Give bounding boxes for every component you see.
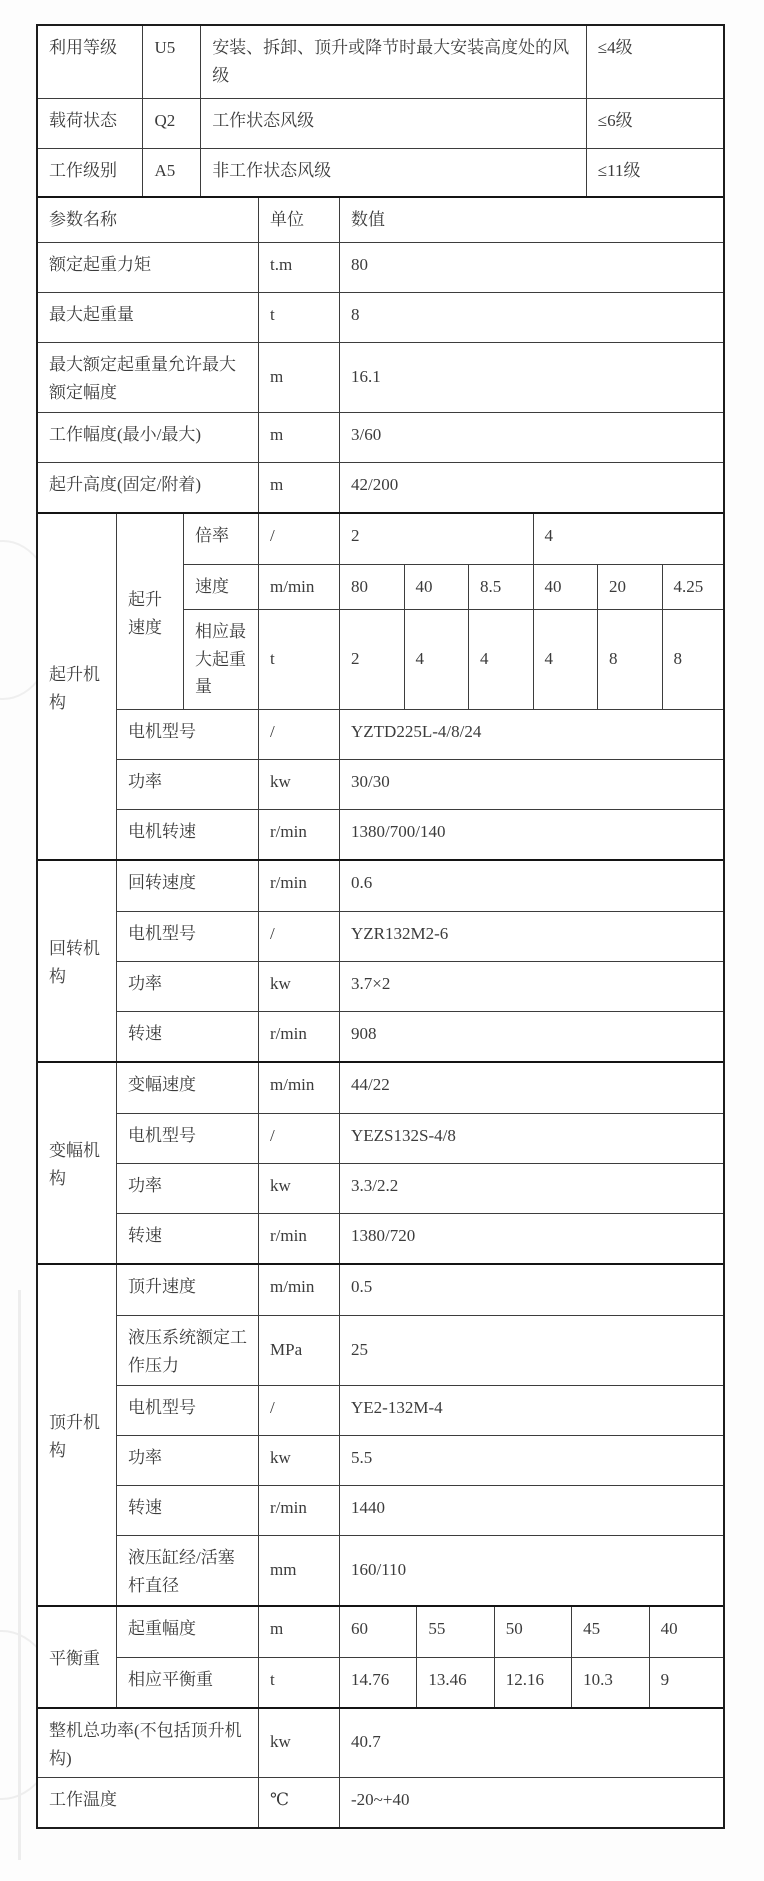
class-code-cell: Q2 [143, 99, 201, 148]
unit-cell: kw [259, 1436, 340, 1485]
value-cell: 4 [534, 610, 599, 709]
table-row [38, 342, 723, 412]
value-cell: 50 [495, 1607, 572, 1657]
value-cell: 0.5 [351, 1277, 373, 1296]
value-cell: 16.1 [351, 366, 381, 386]
value-cell: 4.25 [673, 577, 704, 596]
unit-cell: r/min [259, 1012, 340, 1061]
group-label-cell: 回转机构 [38, 861, 117, 1061]
class-desc-cell: 工作状态风级 [201, 99, 587, 148]
value-cell: 20 [598, 565, 663, 609]
luffing-section [38, 1061, 723, 1263]
value-cell: 3.7×2 [351, 974, 391, 993]
unit-cell: r/min [259, 1486, 340, 1535]
group-label-cell: 平衡重 [38, 1607, 117, 1707]
value-cell: 13.46 [417, 1658, 494, 1707]
class-limit-cell: ≤4级 [597, 38, 633, 57]
table-row-work-class [38, 148, 723, 196]
value-cell: YEZS132S-4/8 [351, 1126, 456, 1145]
hoist-section [38, 512, 723, 859]
value-cell: YZTD225L-4/8/24 [351, 722, 482, 741]
param-label-cell: 最大起重量 [38, 293, 259, 342]
value-cell: 1440 [351, 1498, 385, 1517]
param-label-cell: 功率 [117, 1436, 259, 1485]
unit-cell: / [259, 1386, 340, 1435]
table-row [117, 1435, 723, 1485]
unit-cell: t [259, 293, 340, 342]
table-row-ratio [184, 514, 723, 564]
table-row [117, 1113, 723, 1163]
slewing-section [38, 859, 723, 1061]
unit-cell: kw [259, 1709, 340, 1777]
param-label-cell: 起升高度(固定/附着) [38, 463, 259, 512]
param-label-cell: 工作温度 [38, 1778, 259, 1827]
table-row [117, 709, 723, 759]
unit-cell: t [259, 610, 340, 709]
unit-cell: r/min [259, 861, 340, 911]
param-label-cell: 功率 [117, 962, 259, 1011]
value-cell: 4 [544, 526, 553, 545]
table-row [117, 1535, 723, 1605]
unit-cell: m [259, 1607, 340, 1657]
value-cell: 8 [598, 610, 663, 709]
value-cell: 3/60 [351, 425, 382, 444]
unit-cell: r/min [259, 1214, 340, 1263]
value-cell: 5.5 [351, 1448, 373, 1467]
value-cell: 14.76 [340, 1658, 417, 1707]
value-cell: 60 [340, 1607, 417, 1657]
table-row-weight [117, 1657, 723, 1707]
param-label-cell: 顶升速度 [117, 1265, 259, 1315]
param-label-cell: 最大额定起重量允许最大额定幅度 [38, 343, 259, 412]
table-row-work-temperature [38, 1777, 723, 1827]
param-label-cell: 液压系统额定工作压力 [117, 1316, 259, 1385]
group-label-cell: 变幅机构 [38, 1063, 117, 1263]
value-cell: 8 [351, 305, 360, 324]
param-label-cell: 电机型号 [117, 1386, 259, 1435]
param-label-cell: 电机转速 [117, 810, 259, 859]
header-unit-cell: 单位 [259, 198, 340, 242]
class-limit-cell: ≤6级 [597, 111, 633, 130]
table-row [38, 412, 723, 462]
value-cell: 8.5 [469, 565, 534, 609]
table-row [117, 1213, 723, 1263]
hoist-speed-subsection [117, 514, 723, 709]
param-label-cell: 转速 [117, 1486, 259, 1535]
value-cell: 45 [572, 1607, 649, 1657]
value-cell: 80 [351, 255, 368, 274]
value-cell: 4 [469, 610, 534, 709]
group-label-cell: 起升机构 [38, 514, 117, 859]
unit-cell: ℃ [259, 1778, 340, 1827]
class-name-cell: 载荷状态 [38, 99, 143, 148]
table-row-max-load [184, 609, 723, 709]
class-code-cell: A5 [143, 149, 201, 196]
class-code-cell: U5 [143, 26, 201, 98]
value-cell: 40 [660, 1619, 678, 1638]
unit-cell: kw [259, 1164, 340, 1213]
param-label-cell: 电机型号 [117, 1114, 259, 1163]
value-cell: 2 [340, 610, 405, 709]
jacking-section [38, 1263, 723, 1605]
table-row [117, 1485, 723, 1535]
value-cell: 908 [351, 1024, 377, 1043]
group-label-cell: 顶升机构 [38, 1265, 117, 1605]
value-cell: 40 [405, 565, 470, 609]
unit-cell: / [259, 1114, 340, 1163]
param-label-cell: 变幅速度 [117, 1063, 259, 1113]
param-label-cell: 相应最大起重量 [184, 610, 259, 709]
value-cell: 44/22 [351, 1075, 390, 1094]
table-row [117, 1063, 723, 1113]
param-label-cell: 液压缸经/活塞杆直径 [117, 1536, 259, 1605]
unit-cell: kw [259, 962, 340, 1011]
param-label-cell: 回转速度 [117, 861, 259, 911]
table-row [117, 1385, 723, 1435]
subgroup-label-cell: 起升速度 [117, 514, 184, 709]
watermark-line [18, 1290, 21, 1860]
param-label-cell: 功率 [117, 1164, 259, 1213]
class-name-cell: 工作级别 [38, 149, 143, 196]
table-row-radius [117, 1607, 723, 1657]
param-label-cell: 整机总功率(不包括顶升机构) [38, 1709, 259, 1777]
value-cell: 40 [534, 565, 599, 609]
unit-cell: m/min [259, 565, 340, 609]
table-row [117, 809, 723, 859]
param-label-cell: 转速 [117, 1012, 259, 1061]
unit-cell: m [259, 463, 340, 512]
unit-cell: / [259, 710, 340, 759]
table-row [117, 1265, 723, 1315]
param-label-cell: 转速 [117, 1214, 259, 1263]
param-label-cell: 相应平衡重 [117, 1658, 259, 1707]
value-cell: YZR132M2-6 [351, 924, 449, 943]
table-row-load-state [38, 98, 723, 148]
table-row [38, 462, 723, 512]
value-cell: 1380/720 [351, 1226, 416, 1245]
value-cell: 10.3 [572, 1658, 649, 1707]
unit-cell: mm [259, 1536, 340, 1605]
class-desc-cell: 安装、拆卸、顶升或降节时最大安装高度处的风级 [201, 26, 587, 98]
value-cell: 12.16 [495, 1658, 572, 1707]
table-row [117, 861, 723, 911]
value-cell: 80 [340, 565, 405, 609]
param-label-cell: 功率 [117, 760, 259, 809]
table-row-speed [184, 564, 723, 609]
value-cell: 8 [673, 648, 682, 668]
param-label-cell: 额定起重力矩 [38, 243, 259, 292]
table-row [117, 1163, 723, 1213]
unit-cell: r/min [259, 810, 340, 859]
value-cell: -20~+40 [351, 1790, 410, 1809]
unit-cell: m/min [259, 1063, 340, 1113]
value-cell: 9 [660, 1670, 670, 1689]
value-cell: 40.7 [351, 1732, 381, 1752]
table-row [117, 759, 723, 809]
header-param-cell: 参数名称 [38, 198, 259, 242]
header-value-cell: 数值 [351, 210, 385, 229]
value-cell: 4 [405, 610, 470, 709]
param-label-cell: 工作幅度(最小/最大) [38, 413, 259, 462]
table-row [117, 1315, 723, 1385]
unit-cell: / [259, 514, 340, 564]
table-row [38, 242, 723, 292]
unit-cell: t.m [259, 243, 340, 292]
value-cell: 160/110 [351, 1559, 407, 1579]
param-label-cell: 电机型号 [117, 912, 259, 961]
table-row [117, 1011, 723, 1061]
unit-cell: kw [259, 760, 340, 809]
table-row [117, 911, 723, 961]
counterweight-section [38, 1605, 723, 1707]
unit-cell: m [259, 343, 340, 412]
unit-cell: m/min [259, 1265, 340, 1315]
param-label-cell: 倍率 [184, 514, 259, 564]
table-row [117, 961, 723, 1011]
value-cell: 2 [340, 514, 534, 564]
unit-cell: MPa [259, 1316, 340, 1385]
class-desc-cell: 非工作状态风级 [201, 149, 587, 196]
unit-cell: / [259, 912, 340, 961]
param-label-cell: 起重幅度 [117, 1607, 259, 1657]
table-row-total-power [38, 1707, 723, 1777]
value-cell: YE2-132M-4 [351, 1398, 443, 1417]
unit-cell: m [259, 413, 340, 462]
table-header-row [38, 196, 723, 242]
value-cell: 1380/700/140 [351, 822, 446, 841]
spec-table [36, 24, 725, 1829]
value-cell: 55 [417, 1607, 494, 1657]
value-cell: 0.6 [351, 873, 373, 892]
value-cell: 30/30 [351, 772, 390, 791]
table-row [38, 292, 723, 342]
value-cell: 42/200 [351, 475, 399, 494]
unit-cell: t [259, 1658, 340, 1707]
value-cell: 3.3/2.2 [351, 1176, 399, 1195]
param-label-cell: 速度 [184, 565, 259, 609]
class-limit-cell: ≤11级 [597, 161, 641, 180]
value-cell: 25 [351, 1339, 368, 1359]
class-name-cell: 利用等级 [38, 26, 143, 98]
table-row-utilization [38, 26, 723, 98]
param-label-cell: 电机型号 [117, 710, 259, 759]
